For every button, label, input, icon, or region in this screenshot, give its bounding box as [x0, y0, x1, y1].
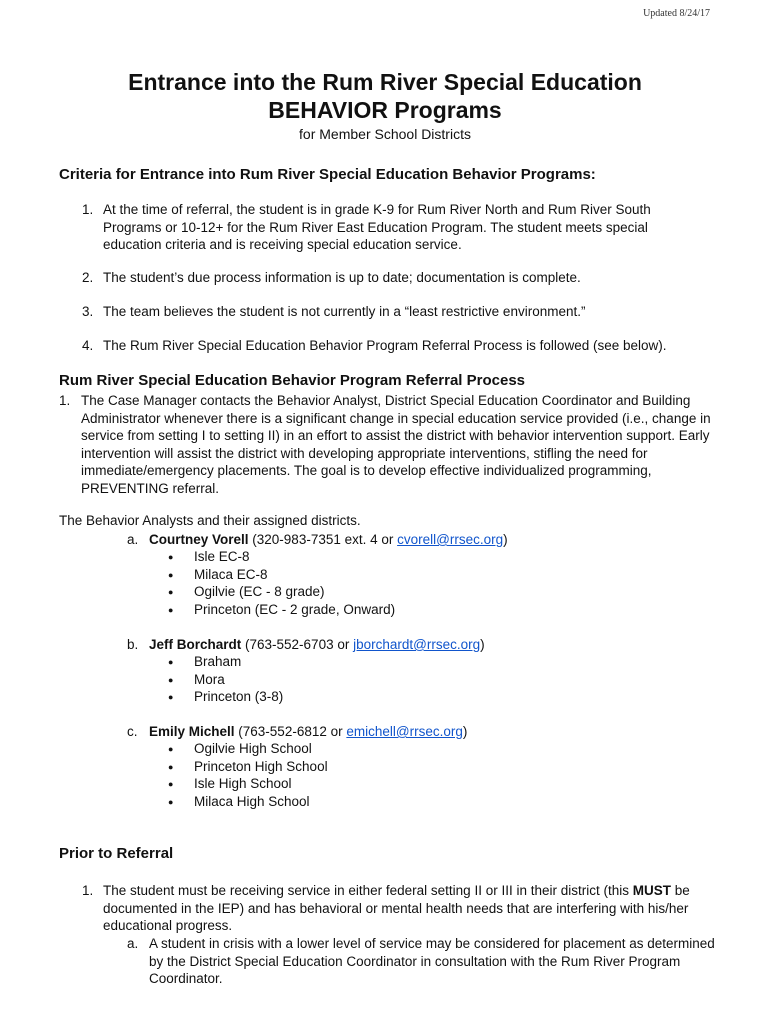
bullet-icon: ●	[168, 674, 174, 685]
list-item	[168, 583, 395, 601]
district-list-borchardt	[168, 653, 283, 706]
analyst-close-paren: )	[480, 637, 485, 652]
prior-subitem-text: A student in crisis with a lower level of service may be considered for placement as determined by the District Special Education Coordinator in consultation with the Rum River Program Coordinator.	[149, 936, 715, 986]
prior-text-start: The student must be receiving service in either federal setting II or III in their district (this	[103, 883, 633, 898]
bullet-icon: ●	[168, 744, 174, 754]
district-name: Princeton (3-8)	[194, 689, 284, 704]
analyst-email-link[interactable]: jborchardt@rrsec.org	[353, 637, 481, 652]
list-item	[168, 671, 283, 689]
district-name: Isle High School	[194, 776, 292, 791]
district-name: Milaca EC-8	[194, 566, 268, 582]
bullet-icon: ●	[168, 779, 174, 789]
list-item	[168, 740, 328, 758]
updated-date: Updated 8/24/17	[643, 8, 710, 19]
prior-heading: Prior to Referral	[59, 845, 174, 862]
district-list-vorell	[168, 548, 395, 618]
district-name: Ogilvie High School	[194, 741, 312, 756]
prior-item-text	[103, 882, 702, 935]
list-item	[168, 548, 395, 566]
analyst-email-link[interactable]: emichell@rrsec.org	[346, 724, 463, 739]
list-item	[168, 775, 328, 793]
district-name: Milaca High School	[194, 793, 310, 809]
bullet-icon: ●	[168, 569, 174, 580]
prior-item-1	[82, 882, 702, 935]
analyst-letter: b.	[127, 637, 139, 652]
criteria-item-number: 4.	[82, 338, 94, 353]
list-item	[168, 793, 328, 811]
referral-item-text: The Case Manager contacts the Behavior Analyst, District Special Education Coordinator and Building Administrator whenever there is a significant change in special education service provided (i.e., change in service from setting I to setting II) in an effort to assist the district with behavior intervention support. Early intervention will assist the district with developing appropriate interventions, stifling the need for immediate/emergency placements. The goal is to develop effective individualized programming, PREVENTING referral.	[81, 393, 711, 496]
prior-text-emphasis: MUST	[632, 883, 671, 898]
analyst-close-paren: )	[462, 724, 468, 739]
prior-subitem-letter: a.	[127, 936, 139, 951]
referral-item-1	[59, 392, 719, 497]
criteria-item-number: 2.	[82, 270, 94, 285]
analyst-name: Jeff Borchardt	[149, 637, 242, 652]
bullet-icon: ●	[168, 604, 174, 615]
title-line-1: Entrance into the Rum River Special Education	[128, 69, 642, 95]
list-item	[168, 566, 395, 584]
prior-item-number: 1.	[82, 883, 94, 898]
criteria-item-text: The Rum River Special Education Behavior Program Referral Process is followed (see below).	[103, 338, 667, 353]
bullet-icon: ●	[168, 587, 174, 597]
analysts-intro: The Behavior Analysts and their assigned districts.	[59, 513, 361, 528]
list-item	[168, 653, 283, 671]
bullet-icon: ●	[168, 692, 174, 702]
list-item	[168, 601, 395, 619]
district-name: Mora	[194, 671, 225, 687]
bullet-icon: ●	[168, 796, 174, 807]
analyst-name: Emily Michell	[149, 724, 235, 739]
criteria-item-text: At the time of referral, the student is in grade K-9 for Rum River North and Rum River South Programs or 10-12+ for the Rum River East Education Program. The student meets special education criteria and is receiving special education service.	[103, 202, 651, 252]
analyst-close-paren: )	[503, 532, 508, 547]
criteria-item-number: 1.	[82, 202, 94, 217]
bullet-icon: ●	[168, 657, 174, 667]
prior-text-end: be documented in the IEP) and has behavioral or mental health needs that are interfering with his/her educational progress.	[103, 883, 690, 933]
analyst-phone: (763-552-6703 or	[241, 637, 354, 652]
district-name: Ogilvie (EC - 8 grade)	[194, 584, 325, 599]
criteria-item-number: 3.	[82, 304, 94, 319]
referral-heading: Rum River Special Education Behavior Program Referral Process	[59, 372, 526, 389]
title-line-2: BEHAVIOR Programs	[268, 97, 502, 123]
page-subtitle: for Member School Districts	[299, 126, 471, 142]
district-name: Braham	[194, 654, 242, 669]
analyst-phone: (320-983-7351 ext. 4 or	[248, 532, 398, 547]
analyst-courtney-vorell	[127, 531, 508, 549]
district-name: Princeton (EC - 2 grade, Onward)	[194, 601, 396, 617]
list-item	[168, 688, 283, 706]
bullet-icon: ●	[168, 552, 174, 562]
analyst-email-link[interactable]: cvorell@rrsec.org	[397, 532, 504, 547]
district-name: Princeton High School	[194, 758, 328, 774]
analyst-phone: (763-552-6812 or	[234, 724, 347, 739]
page-title	[0, 68, 770, 124]
criteria-item-3	[82, 303, 702, 321]
analyst-letter: c.	[127, 724, 138, 739]
analyst-name: Courtney Vorell	[149, 532, 249, 547]
criteria-item-text: The team believes the student is not currently in a “least restrictive environment.”	[103, 304, 586, 319]
bullet-icon: ●	[168, 761, 174, 772]
district-name: Isle EC-8	[194, 549, 250, 564]
criteria-item-2	[82, 269, 702, 287]
district-list-michell	[168, 740, 328, 810]
criteria-item-1	[82, 201, 702, 254]
criteria-item-text: The student’s due process information is up to date; documentation is complete.	[103, 270, 581, 285]
prior-subitem-a	[127, 935, 717, 988]
analyst-jeff-borchardt	[127, 636, 485, 654]
analyst-emily-michell	[127, 723, 467, 741]
list-item	[168, 758, 328, 776]
referral-item-number: 1.	[59, 393, 71, 408]
criteria-item-4	[82, 337, 702, 355]
analyst-letter: a.	[127, 532, 139, 547]
criteria-heading: Criteria for Entrance into Rum River Special Education Behavior Programs:	[59, 166, 596, 183]
